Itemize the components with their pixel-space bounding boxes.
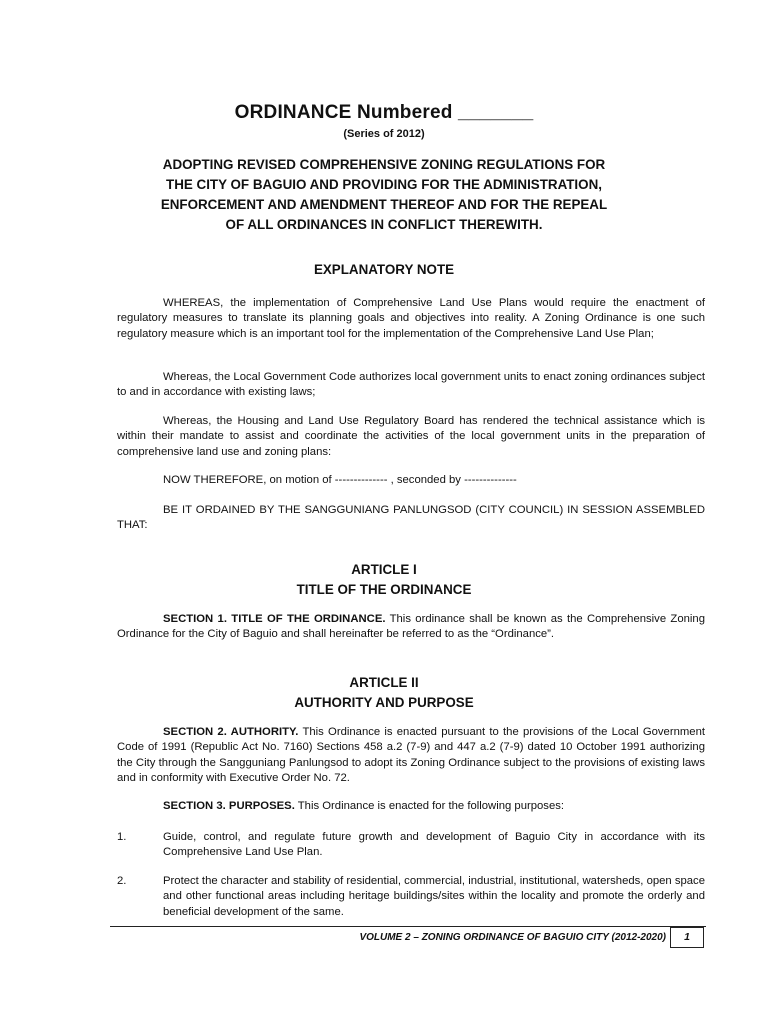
article-1-number: ARTICLE I: [351, 562, 417, 577]
section-2-text: This Ordinance is enacted pursuant to the provisions of the Local Government Code of 1991 (Republic Act No. 7160) Sections 458 a.2 (7-9) and 447 a.2 (7-9) dated 10 October 1991 authorizing the City through the Sangguniang Panlungsod to adopt its Zoning Ordinance subject to the provisions of existing laws and in conformity with Executive Order No. 72.: [117, 726, 705, 784]
footer-volume-title: VOLUME 2 – ZONING ORDINANCE OF BAGUIO CITY (2012-2020): [359, 932, 666, 943]
section-2-paragraph: [117, 725, 705, 786]
purpose-item-2-text: Protect the character and stability of residential, commercial, industrial, institutional, watersheds, open space and other functional areas including heritage buildings/sites within the locality and promote the orderly and beneficial development of the same.: [163, 875, 705, 918]
motion-paragraph: NOW THEREFORE, on motion of -------------- , seconded by --------------: [163, 474, 517, 486]
title-block: [0, 102, 768, 140]
whereas-paragraph-1: WHEREAS, the implementation of Comprehensive Land Use Plans would require the enactment of regulatory measures to translate its planning goals and objectives into reality. A Zoning Ordinance is one such regulatory measure which is an important tool for the implementation of the Comprehensive Land Use Plan;: [117, 297, 705, 340]
ordinance-title: ORDINANCE Numbered _______: [234, 102, 534, 123]
section-3-label: SECTION 3. PURPOSES.: [163, 800, 295, 812]
purpose-item-1-number: 1.: [117, 831, 127, 843]
ordinance-subject: ADOPTING REVISED COMPREHENSIVE ZONING REGULATIONS FOR THE CITY OF BAGUIO AND PROVIDING FOR THE ADMINISTRATION, ENFORCEMENT AND AMENDMENT THEREOF AND FOR THE REPEAL OF ALL ORDINANCES IN CONFLICT THEREWITH.: [160, 157, 608, 232]
whereas-paragraph-2: Whereas, the Local Government Code authorizes local government units to enact zoning ordinances subject to and in accordance with existing laws;: [117, 371, 705, 399]
purpose-item-2-number: 2.: [117, 875, 127, 887]
section-1-text: This ordinance shall be known as the Comprehensive Zoning Ordinance for the City of Baguio and shall hereinafter be referred to as the “Ordinance”.: [117, 613, 705, 641]
footer-divider: [110, 926, 706, 927]
section-1-paragraph: [117, 612, 705, 643]
article-2-heading: [0, 673, 768, 713]
section-3-text: This Ordinance is enacted for the following purposes:: [294, 800, 565, 812]
article-1-title: TITLE OF THE ORDINANCE: [296, 582, 472, 597]
article-1-heading: [0, 560, 768, 600]
whereas-paragraph-3: Whereas, the Housing and Land Use Regulatory Board has rendered the technical assistance which is within their mandate to assist and coordinate the activities of the local government units in the preparation of comprehensive land use and zoning plans:: [117, 415, 705, 458]
article-2-number: ARTICLE II: [349, 675, 419, 690]
section-3-paragraph: [117, 799, 705, 814]
series-year: (Series of 2012): [343, 128, 425, 140]
section-1-label: SECTION 1. TITLE OF THE ORDINANCE.: [163, 613, 386, 625]
section-2-label: SECTION 2. AUTHORITY.: [163, 726, 299, 738]
article-2-title: AUTHORITY AND PURPOSE: [294, 695, 474, 710]
purpose-item-1-text: Guide, control, and regulate future growth and development of Baguio City in accordance with its Comprehensive Land Use Plan.: [163, 831, 705, 859]
explanatory-note-heading: EXPLANATORY NOTE: [313, 262, 455, 277]
page-number: 1: [670, 927, 704, 948]
ordained-paragraph: BE IT ORDAINED BY THE SANGGUNIANG PANLUNGSOD (CITY COUNCIL) IN SESSION ASSEMBLED THAT:: [117, 504, 705, 532]
